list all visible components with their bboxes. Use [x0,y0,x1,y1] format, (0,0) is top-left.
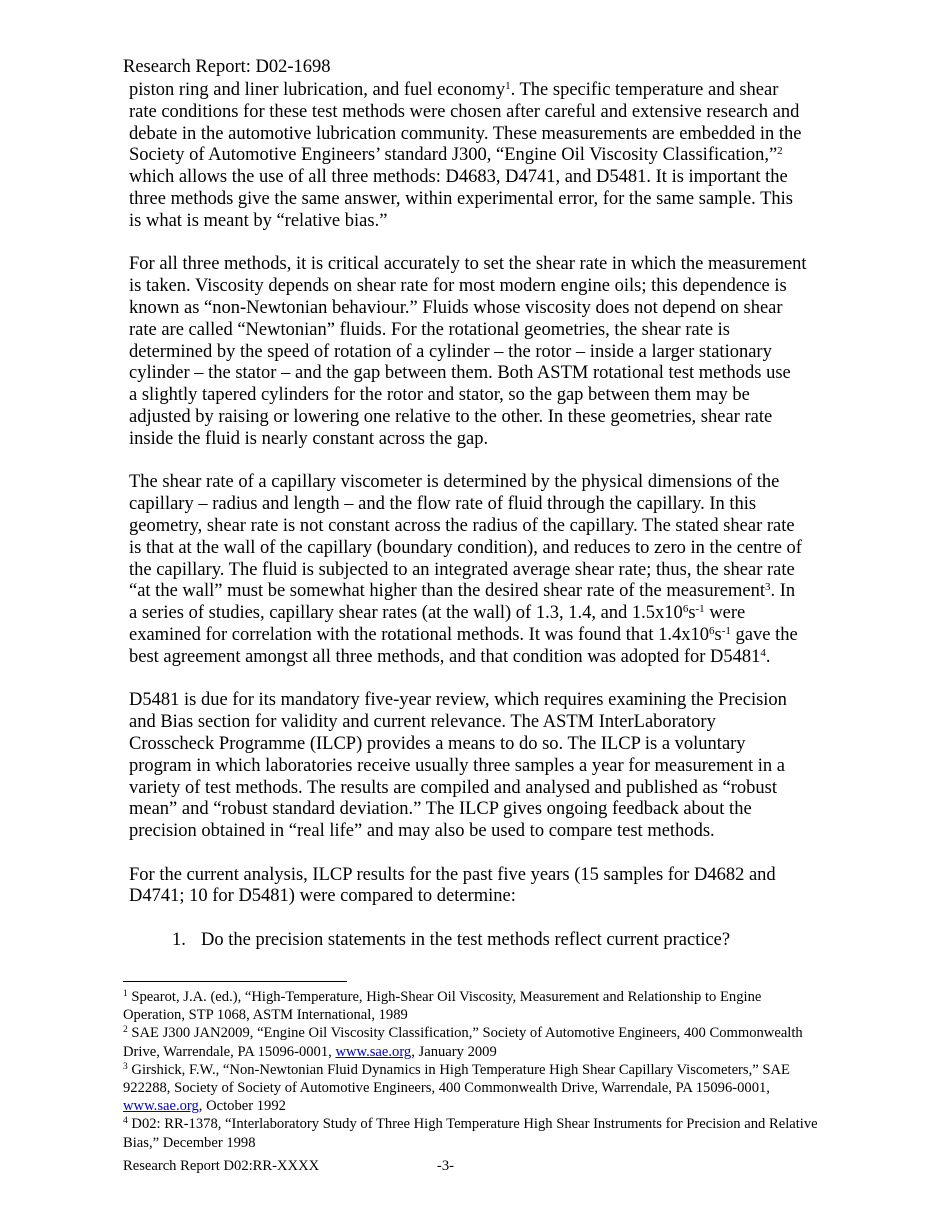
footnote-1: $^1$ Spearot, J.A. (ed.), “High-Temperature, High-Shear Oil Viscosity, Measurement and Relationship to Engine Operation, STP 1068, ASTM International, 1989 [123,988,762,1024]
text-line: three methods give the same answer, within experimental error, for the same sample. This [129,188,793,209]
text-line: is what is meant by “relative bias.” [129,210,388,231]
text-line: For the current analysis, ILCP results for the past five years (15 samples for D4682 and [129,864,776,885]
paragraph-shear-rate-rotational [129,254,829,450]
text-line: is taken. Viscosity depends on shear rate for most modern engine oils; this dependence is [129,276,787,297]
page-number: -3- [437,1158,455,1174]
numbered-list [129,930,829,952]
text-line: the capillary. The fluid is subjected to an integrated average shear rate; thus, the shear rate [129,559,795,580]
sae-website-link[interactable]: www.sae.org [335,1043,412,1060]
footnote-ref-1: 1 [505,79,511,92]
exponent: 6 [709,624,715,637]
text-line: debate in the automotive lubrication community. These measurements are embedded in the [129,123,802,144]
text-line: determined by the speed of rotation of a cylinder – the rotor – inside a larger stationary [129,341,772,362]
footer-report-id: Research Report D02:RR-XXXX [123,1158,320,1174]
text-line: piston ring and liner lubrication, and fuel economy$^1$. The specific temperature and shear [129,79,779,100]
text-line: inside the fluid is nearly constant across the gap. [129,428,489,449]
text-line: mean” and “robust standard deviation.” The ILCP gives ongoing feedback about the [129,799,752,820]
footnote-ref-2: 2 [777,145,783,158]
text-line: a series of studies, capillary shear rates (at the wall) of 1.3, 1.4, and $1.5x10^6s^{-1}$ were [129,603,746,624]
text-line: and Bias section for validity and current relevance. The ASTM InterLaboratory [129,712,716,733]
text-line: D4741; 10 for D5481) were compared to determine: [129,886,516,907]
text-line: For all three methods, it is critical accurately to set the shear rate in which the measurement [129,254,807,275]
text-line: precision obtained in “real life” and may also be used to compare test methods. [129,821,715,842]
page-header: Research Report: D02-1698 [123,57,331,77]
body-text [129,80,829,952]
text-line: program in which laboratories receive usually three samples a year for measurement in a [129,755,785,776]
footnote-4: $^4$ D02: RR-1378, “Interlaboratory Study of Three High Temperature High Shear Instruments for Precision and Relative Bias,” December 1998 [123,1116,818,1151]
footnotes [123,988,883,1152]
footnote-ref-3: 3 [764,581,771,594]
text-line: D5481 is due for its mandatory five-year review, which requires examining the Precision [129,690,787,711]
footnote-separator [123,981,347,982]
paragraph-capillary-viscometer [129,472,829,668]
text-line: cylinder – the stator – and the gap between them. Both ASTM rotational test methods use [129,363,791,384]
list-item-number: 1. [172,930,186,951]
sae-website-link[interactable]: www.sae.org [123,1098,199,1115]
text-line: is that at the wall of the capillary (boundary condition), and reduces to zero in the centre of [129,537,802,558]
text-line: adjusted by raising or lowering one relative to the other. In these geometries, shear rate [129,406,773,427]
text-line: examined for correlation with the rotational methods. It was found that $1.4x10^6s^{-1}$ gave the [129,624,798,645]
text-line: Society of Automotive Engineers’ standard J300, “Engine Oil Viscosity Classification,”$^2$ [129,145,783,166]
text-line: rate conditions for these test methods were chosen after careful and extensive research and [129,101,800,122]
exponent: 6 [682,603,689,616]
text-line: rate are called “Newtonian” fluids. For the rotational geometries, the shear rate is [129,319,731,340]
list-item-text: Do the precision statements in the test methods reflect current practice? [201,930,731,951]
paragraph-ilcp-review [129,690,829,843]
text-line: “at the wall” must be somewhat higher than the desired shear rate of the measurement$^3$. In [129,581,796,602]
footnote-ref-4: 4 [760,646,766,659]
footnote-2: $^2$ SAE J300 JAN2009, “Engine Oil Viscosity Classification,” Society of Automotive Engineers, 400 Commonwealth Drive, Warrendale, PA 15096-0001, www.sae.org, January 2009 [123,1025,803,1060]
text-line: capillary – radius and length – and the flow rate of fluid through the capillary. In this [129,494,757,515]
text-line: The shear rate of a capillary viscometer is determined by the physical dimensions of the [129,472,780,493]
exponent: -1 [695,603,705,616]
exponent: -1 [721,624,731,637]
page-footer [123,1157,454,1175]
paragraph-relative-bias [129,80,829,233]
text-line: variety of test methods. The results are compiled and analysed and published as “robust [129,777,778,798]
text-line: Crosscheck Programme (ILCP) provides a means to do so. The ILCP is a voluntary [129,733,746,754]
text-line: known as “non-Newtonian behaviour.” Fluids whose viscosity does not depend on shear [129,297,783,318]
footnote-3: $^3$ Girshick, F.W., “Non-Newtonian Fluid Dynamics in High Temperature High Shear Capillary Viscometers,” SAE 922288, Society of Society of Automotive Engineers, 400 Commonwealth Drive, Warrendale, PA 15096-0001, www.sae.org, October 1992 [123,1061,790,1115]
paragraph-current-analysis [129,865,829,909]
text-line: which allows the use of all three methods: D4683, D4741, and D5481. It is important the [129,167,788,188]
list-item [172,930,829,952]
text-line: a slightly tapered cylinders for the rotor and stator, so the gap between them may be [129,385,750,406]
text-line: geometry, shear rate is not constant across the radius of the capillary. The stated shear rate [129,515,795,536]
text-line: best agreement amongst all three methods, and that condition was adopted for D5481$^4$. [129,646,771,667]
